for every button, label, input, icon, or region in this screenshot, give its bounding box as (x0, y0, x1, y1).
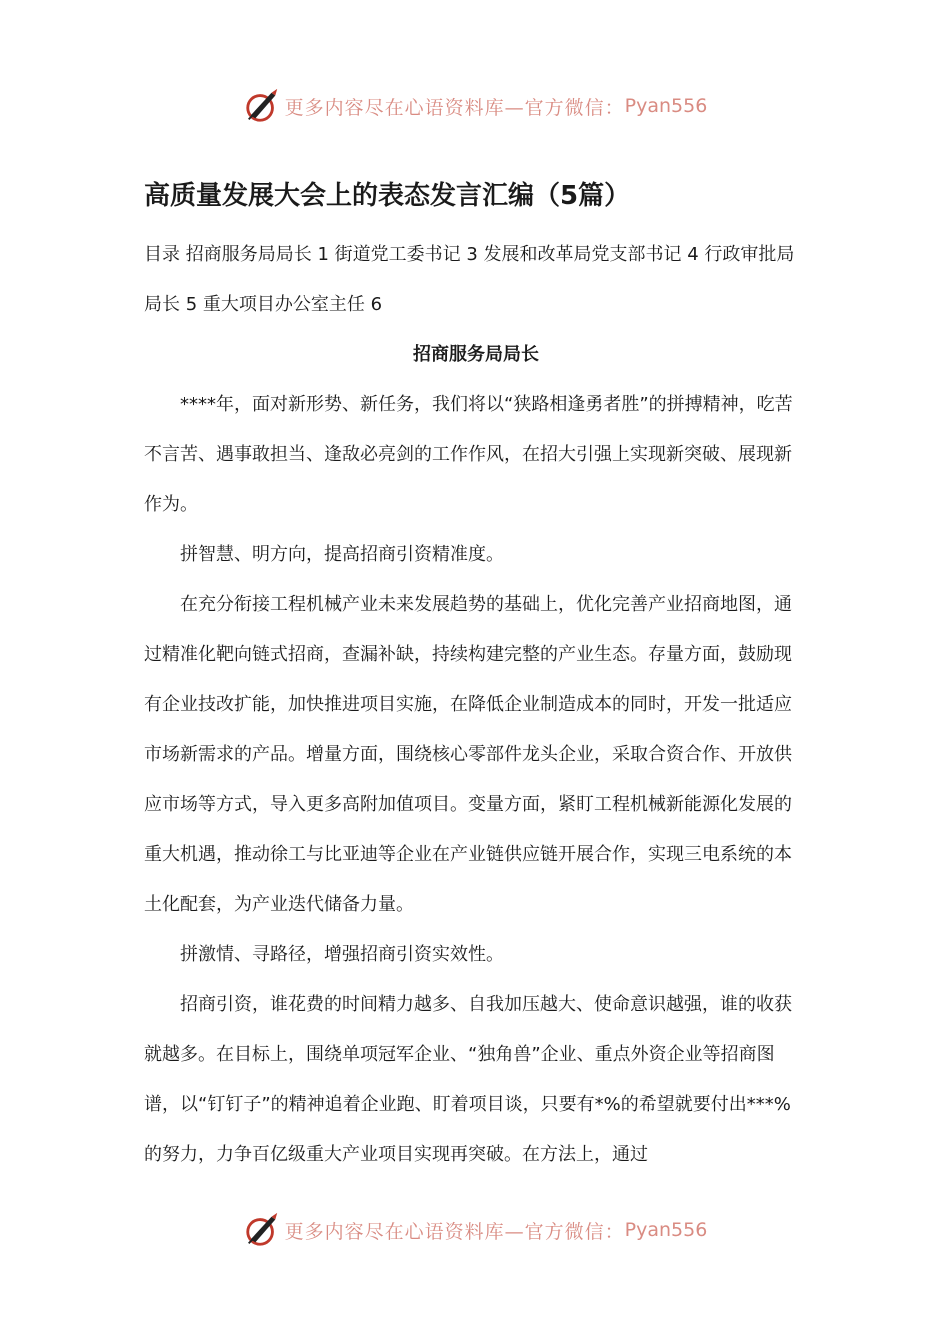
paragraph: 招商引资，谁花费的时间精力越多、自我加压越大、使命意识越强，谁的收获就越多。在目标上，围绕单项冠军企业、“独角兽”企业、重点外资企业等招商图谱，以“钉钉子”的精神追着企业跑、盯着项目谈，只要有*%的希望就要付出***%的努力，力争百亿级重大产业项目实现再突破。在方法上，通过 (144, 994, 792, 1165)
document-body (144, 170, 808, 1180)
watermark-text: 更多内容尽在心语资料库—官方微信： (284, 96, 625, 119)
paragraph: 拼激情、寻路径，增强招商引资实效性。 (180, 944, 504, 965)
paragraph: ****年，面对新形势、新任务，我们将以“狭路相逢勇者胜”的拼搏精神，吃苦不言苦、遇事敢担当、逢敌必亮剑的工作作风，在招大引强上实现新突破、展现新作为。 (144, 394, 793, 515)
watermark-text: 更多内容尽在心语资料库—官方微信： (284, 1220, 625, 1243)
table-of-contents: 目录 招商服务局局长 1 街道党工委书记 3 发展和改革局党支部书记 4 行政审批局局长 5 重大项目办公室主任 6 (144, 244, 795, 315)
watermark-wechat-id: Pyan556 (624, 95, 708, 117)
section-heading: 招商服务局局长 (413, 344, 539, 365)
quill-pen-logo-icon (243, 87, 281, 125)
paragraph: 在充分衔接工程机械产业未来发展趋势的基础上，优化完善产业招商地图，通过精准化靶向链式招商，查漏补缺，持续构建完整的产业生态。存量方面，鼓励现有企业技改扩能，加快推进项目实施，在降低企业制造成本的同时，开发一批适应市场新需求的产品。增量方面，围绕核心零部件龙头企业，采取合资合作、开放供应市场等方式，导入更多高附加值项目。变量方面，紧盯工程机械新能源化发展的重大机遇，推动徐工与比亚迪等企业在产业链供应链开展合作，实现三电系统的本土化配套，为产业迭代储备力量。 (144, 594, 792, 915)
watermark-header (0, 86, 950, 126)
watermark-footer (0, 1210, 950, 1250)
paragraph: 拼智慧、明方向，提高招商引资精准度。 (180, 544, 504, 565)
quill-pen-logo-icon (243, 1211, 281, 1249)
watermark-wechat-id: Pyan556 (624, 1219, 708, 1241)
document-title: 高质量发展大会上的表态发言汇编（5篇） (144, 181, 631, 211)
